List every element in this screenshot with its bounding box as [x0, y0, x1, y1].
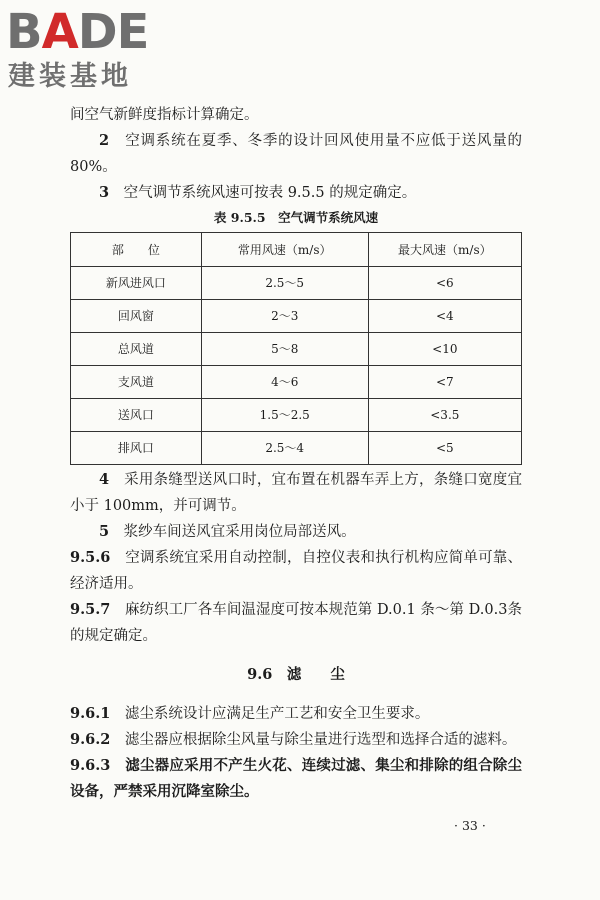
cell-max-speed: <3.5 [368, 399, 521, 432]
cell-max-speed: <4 [368, 300, 521, 333]
table-row [71, 333, 522, 366]
cell-max-speed: <5 [368, 432, 521, 465]
clause-number: 9.5.7 [70, 601, 111, 618]
document-body [70, 102, 522, 805]
item-number: 4 [99, 471, 110, 488]
item-number: 3 [99, 184, 110, 201]
clause-number: 9.6.1 [70, 705, 111, 722]
table-caption: 表 9.5.5 空气调节系统风速 [213, 210, 379, 225]
cell-normal-speed: 2～3 [201, 300, 368, 333]
clause-text: 滤尘器应采用不产生火花、连续过滤、集尘和排除的组合除尘设备，严禁采用沉降室除尘。 [70, 757, 523, 800]
table-header-row [71, 233, 522, 267]
logo-subtitle: 建装基地 [8, 61, 132, 92]
header-normal-speed: 常用风速（m/s） [201, 233, 368, 267]
header-location: 部 位 [71, 233, 202, 267]
table-row [71, 267, 522, 300]
clause-text: 麻纺织工厂各车间温湿度可按本规范第 D.0.1 条～第 D.0.3条的规定确定。 [70, 602, 523, 644]
table-row [71, 366, 522, 399]
cell-max-speed: <10 [368, 333, 521, 366]
item-3 [70, 180, 522, 206]
cell-normal-speed: 2.5～4 [201, 432, 368, 465]
paragraph-continued: 间空气新鲜度指标计算确定。 [70, 107, 259, 123]
clause-9-5-6 [70, 545, 522, 597]
item-text: 采用条缝型送风口时，宜布置在机器车弄上方，条缝口宽度宜小于 100mm，并可调节。 [70, 472, 523, 514]
clause-number: 9.6.2 [70, 731, 111, 748]
clause-9-6-2 [70, 727, 522, 753]
cell-location: 支风道 [71, 366, 202, 399]
item-2 [70, 128, 522, 180]
item-number: 5 [99, 523, 110, 540]
clause-text: 滤尘器应根据除尘风量与除尘量进行选型和选择合适的滤料。 [124, 732, 517, 748]
item-text: 空调系统在夏季、冬季的设计回风使用量不应低于送风量的 80%。 [70, 133, 523, 175]
logo-letter-b: B [6, 4, 42, 60]
cell-location: 总风道 [71, 333, 202, 366]
item-5 [70, 519, 522, 545]
cell-normal-speed: 2.5～5 [201, 267, 368, 300]
item-4 [70, 467, 522, 519]
clause-number: 9.5.6 [70, 549, 111, 566]
clause-9-6-3 [70, 753, 522, 805]
cell-max-speed: <7 [368, 366, 521, 399]
air-velocity-table [70, 232, 522, 465]
logo-letters-de: DE [77, 4, 149, 60]
cell-location: 送风口 [71, 399, 202, 432]
clause-9-6-1 [70, 701, 522, 727]
item-text: 浆纱车间送风宜采用岗位局部送风。 [123, 524, 356, 540]
cell-location: 新风进风口 [71, 267, 202, 300]
clause-9-5-7 [70, 597, 522, 649]
cell-location: 回风窗 [71, 300, 202, 333]
table-row [71, 300, 522, 333]
item-text: 空气调节系统风速可按表 9.5.5 的规定确定。 [123, 185, 417, 201]
item-number: 2 [99, 132, 110, 149]
cell-location: 排风口 [71, 432, 202, 465]
cell-normal-speed: 5～8 [201, 333, 368, 366]
watermark-logo [6, 4, 181, 94]
cell-normal-speed: 4～6 [201, 366, 368, 399]
logo-letter-a: A [41, 4, 78, 60]
table-row [71, 399, 522, 432]
clause-text: 滤尘系统设计应满足生产工艺和安全卫生要求。 [124, 706, 430, 722]
cell-max-speed: <6 [368, 267, 521, 300]
logo-wordmark [6, 4, 148, 60]
page-number: · 33 · [454, 818, 486, 833]
header-max-speed: 最大风速（m/s） [368, 233, 521, 267]
clause-text: 空调系统宜采用自动控制，自控仪表和执行机构应简单可靠、经济适用。 [70, 550, 523, 592]
cell-normal-speed: 1.5～2.5 [201, 399, 368, 432]
table-row [71, 432, 522, 465]
clause-number: 9.6.3 [70, 757, 111, 774]
section-title: 9.6 滤 尘 [247, 666, 345, 683]
